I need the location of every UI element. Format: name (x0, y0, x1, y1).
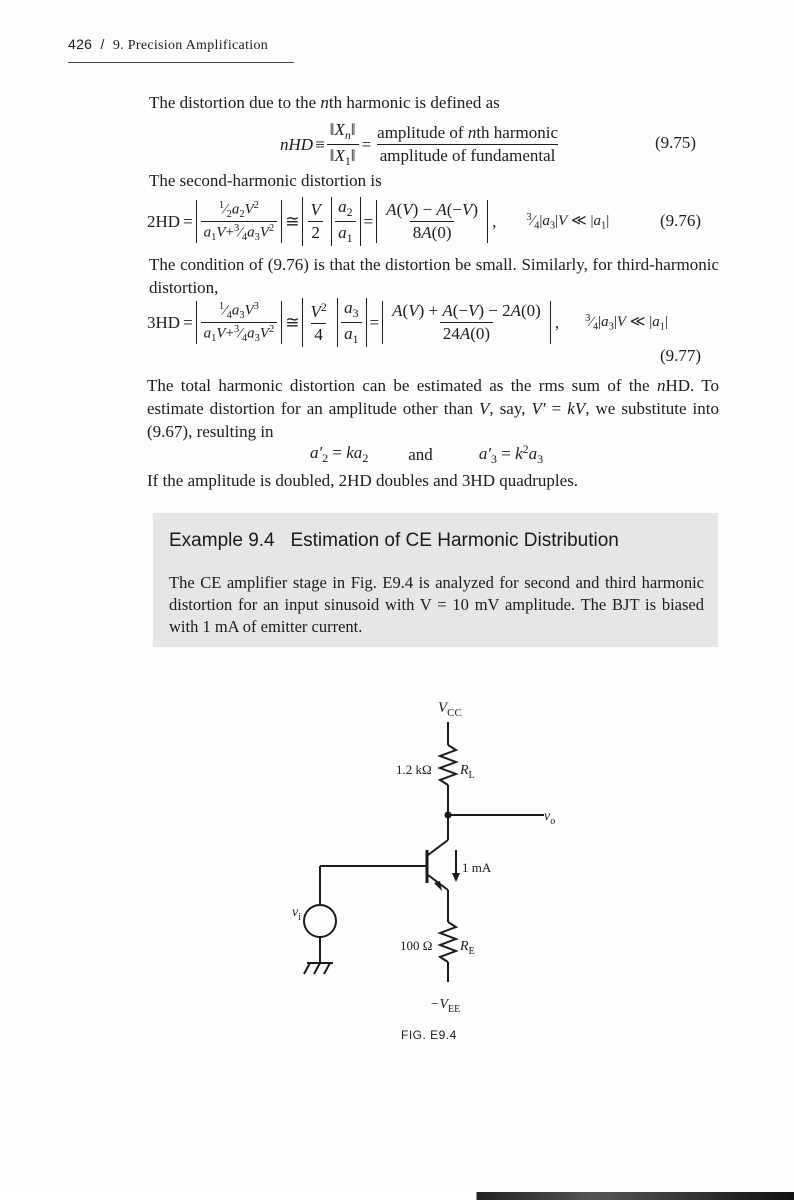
eq-977-term3: $\frac{A(V) + A(-V) - 2A(0)}{24A(0)}$ (382, 301, 551, 344)
current-label: 1 mA (462, 860, 492, 875)
header-separator: / (100, 36, 105, 52)
intro-text: The distortion due to the nth harmonic is defined as (149, 93, 500, 112)
equation-number-976: (9.76) (660, 211, 702, 230)
equation-9-75: nHD ≡ $\frac{‖X_n‖}{‖X_1‖}$ = $\frac{\text{amplitude of nth harmonic}}{\text{amplitude of fundamental}}$ (280, 120, 561, 169)
equation-9-77: 3HD = $\frac{^1⁄_4a_3V^3}{a_1V+^3⁄_4a_3V^2}$ ≅ $\frac{V^2}{4}$ $\frac{a_3}{a_1}$ = $\frac{A(V) + A(-V) - 2A(0)}{24A(0)}$ , $^3⁄_4|a_3|V$ ≪ $|a_1|$ (147, 298, 669, 347)
example-title: Example 9.4 Estimation of CE Harmonic Distribution (169, 530, 619, 551)
substitution-right: $a'_3 = k^2a_3$ (478, 442, 544, 467)
eq-976-term2: $\frac{V}{2}$ $\frac{a_2}{a_1}$ (302, 197, 360, 246)
rl-resistor (440, 745, 456, 785)
eq-976-condition: $^3⁄_4|a_3|V$ ≪ $|a_1|$ (526, 212, 610, 232)
equation-9-76: 2HD = $\frac{^1⁄_2a_2V^2}{a_1V+^3⁄_4a_3V^2}$ ≅ $\frac{V}{2}$ $\frac{a_2}{a_1}$ = $\frac{A(V) - A(-V)}{8A(0)}$ , $^3⁄_4|a_3|V$ ≪ $|a_1|$ (147, 197, 610, 246)
rl-value-label: 1.2 kΩ (396, 762, 432, 777)
vee-label: $-V_{EE}$ (430, 997, 461, 1015)
scan-edge (0, 1192, 794, 1200)
vi-source (304, 905, 336, 937)
re-resistor (440, 922, 456, 962)
eq-976-lhs: 2HD (147, 211, 181, 231)
eq-977-term2: $\frac{V^2}{4}$ $\frac{a_3}{a_1}$ (302, 298, 366, 347)
eq-976-term1: $\frac{^1⁄_2a_2V^2}{a_1V+^3⁄_4a_3V^2}$ (196, 200, 283, 243)
eq-975-words-ratio: $\frac{\text{amplitude of nth harmonic}}{\text{amplitude of fundamental}}$ (377, 123, 558, 166)
chapter-title: 9. Precision Amplification (112, 38, 269, 53)
substitution-conj: and (408, 444, 433, 464)
second-harmonic-text: The second-harmonic distortion is (149, 171, 382, 190)
eq-977-lhs: 3HD (147, 312, 181, 332)
doubled-text: If the amplitude is doubled, 2HD doubles and 3HD quadruples. (147, 471, 579, 490)
total-distortion-text: The total harmonic distortion can be estimated as the rms sum of the nHD. To estimate distortion for an amplitude other than V, say, V′ = kV, we substitute into (9.67), resulting in (147, 376, 719, 441)
page-number: 426 (68, 36, 93, 52)
example-body: The CE amplifier stage in Fig. E9.4 is analyzed for second and third harmonic distortion for an input sinusoid with V = 10 mV amplitude. The BJT is biased with 1 mA of emitter current. (169, 573, 704, 636)
eq-977-condition: $^3⁄_4|a_3|V$ ≪ $|a_1|$ (585, 313, 669, 333)
vcc-label: $V_{CC}$ (438, 700, 462, 719)
substitution-left: $a'_2 = ka_2$ (310, 442, 369, 466)
eq-977-term1: $\frac{^1⁄_4a_3V^3}{a_1V+^3⁄_4a_3V^2}$ (196, 301, 283, 344)
rl-name-label: $R_L$ (460, 763, 475, 781)
condition-text: The condition of (9.76) is that the distortion be small. Similarly, for third-harmonic distortion, (149, 255, 719, 297)
header-rule (68, 62, 294, 63)
eq-976-term3: $\frac{A(V) - A(-V)}{8A(0)}$ (376, 200, 488, 243)
eq-975-norm-ratio: $\frac{‖X_n‖}{‖X_1‖}$ (327, 120, 359, 169)
figure-caption: FIG. E9.4 (401, 1028, 457, 1042)
vi-label: $v_i$ (292, 905, 301, 923)
eq-975-lhs: nHD (280, 134, 314, 154)
re-name-label: $R_E$ (460, 939, 475, 957)
re-value-label: 100 Ω (400, 938, 433, 953)
equation-number-975: (9.75) (655, 133, 697, 152)
equation-number-977: (9.77) (660, 346, 702, 365)
substitution-equations (310, 442, 543, 467)
output-node (445, 812, 452, 819)
running-header (68, 36, 268, 54)
example-box (153, 513, 718, 647)
circuit-figure (270, 690, 590, 1020)
vo-label: $v_o$ (544, 809, 556, 827)
